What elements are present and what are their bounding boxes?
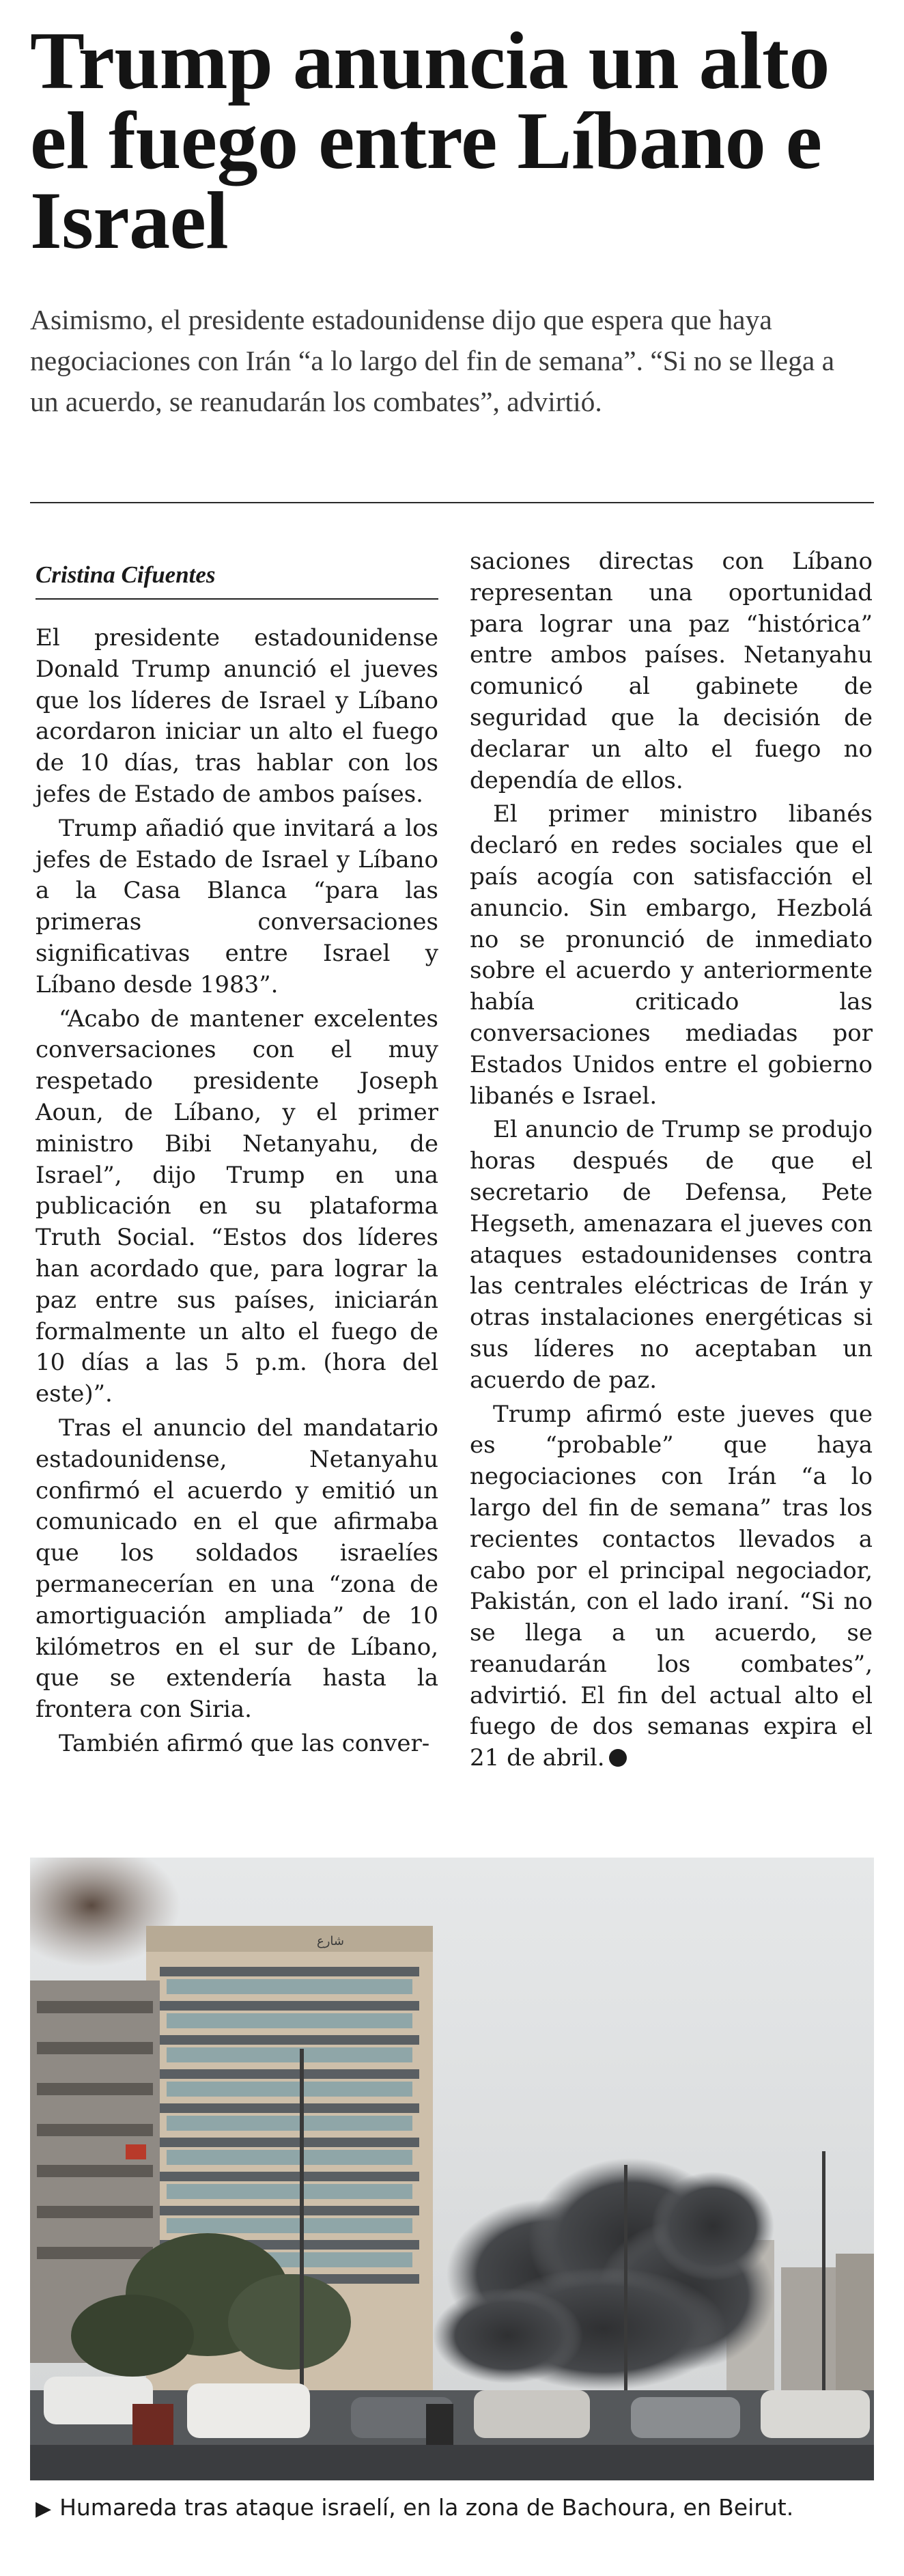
building-sign: شارع	[317, 1934, 344, 1948]
body-paragraph: El anuncio de Trump se produjo horas después de que el secretario de Defensa, Pete Hegseth, amenazara el jueves con ataques estadounidenses contra las centrales eléctricas de Irán y otras instalaciones energéticas si sus líderes no aceptaban un acuerdo de paz.	[470, 1116, 873, 1394]
triangle-right-icon: ▶	[36, 2497, 52, 2521]
photo-caption	[36, 2493, 875, 2524]
smoke-plume-photo	[30, 1858, 874, 2480]
body-paragraph: También afirmó que las conver-	[59, 1729, 430, 1757]
body-paragraph-last	[470, 1399, 873, 1775]
caption-text: Humareda tras ataque israelí, en la zona de Bachoura, en Beirut.	[59, 2494, 794, 2521]
section-divider	[30, 502, 874, 503]
subheadline: Asimismo, el presidente estadounidense dijo que espera que haya negociaciones con Irán “a lo largo del fin de semana”. “Si no se llega a un acuerdo, se reanudarán los combates”, advirtió.	[30, 304, 835, 417]
body-paragraph: Tras el anuncio del mandatario estadounidense, Netanyahu confirmó el acuerdo y emitió un comunicado en el que afirmaba que los soldados israelíes permanecerían en una “zona de amortiguación ampliada” de 10 kilómetros en el sur de Líbano, que se extendería hasta la frontera con Siria.	[36, 1414, 438, 1724]
body-paragraph: saciones directas con Líbano representan una oportunidad para lograr una paz “histórica” entre ambos países. Netanyahu comunicó al gabinete de seguridad que la decisión de declarar un alto el fuego no dependía de ellos.	[470, 548, 873, 794]
body-paragraph: El primer ministro libanés declaró en redes sociales que el país acogía con satisfacción el anuncio. Sin embargo, Hezbolá no se pronunció de inmediato sobre el acuerdo y anteriormente había criticado las conversaciones mediadas por Estados Unidos entre el gobierno libanés e Israel.	[470, 800, 873, 1110]
body-paragraph: El presidente estadounidense Donald Trump anunció el jueves que los líderes de Israel y Líbano acordaron iniciar un alto el fuego de 10 días, tras hablar con los jefes de Estado de ambos países.	[36, 624, 438, 808]
body-paragraph: Trump añadió que invitará a los jefes de Estado de Israel y Líbano a la Casa Blanca “para las primeras conversaciones significativas entre Israel y Líbano desde 1983”.	[36, 814, 438, 998]
filled-circle-icon	[609, 1749, 627, 1767]
article-column-left	[36, 546, 438, 1760]
article-column-right	[470, 546, 873, 1774]
body-paragraph: “Acabo de mantener excelentes conversaciones con el muy respetado presidente Joseph Aoun, de Líbano, y el primer ministro Bibi Netanyahu, de Israel”, dijo Trump en una publicación en su plataforma Truth Social. “Estos dos líderes han acordado que, para lograr la paz entre sus países, iniciarán formalmente un alto el fuego de 10 días a las 5 p.m. (hora del este)”.	[36, 1005, 438, 1408]
headline: Trump anuncia un alto el fuego entre Líbano e Israel	[30, 15, 830, 266]
byline: Cristina Cifuentes	[36, 561, 438, 600]
news-photo	[30, 1858, 874, 2480]
body-paragraph-text: Trump afirmó este jueves que es “probable” que haya negociaciones con Irán “a lo largo del fin de semana” tras los recientes contactos llevados a cabo por el principal negociador, Pakistán, con el lado iraní. “Si no se llega a un acuerdo, se reanudarán los combates”, advirtió. El fin del actual alto el fuego de dos semanas expira el 21 de abril.	[470, 1400, 873, 1772]
